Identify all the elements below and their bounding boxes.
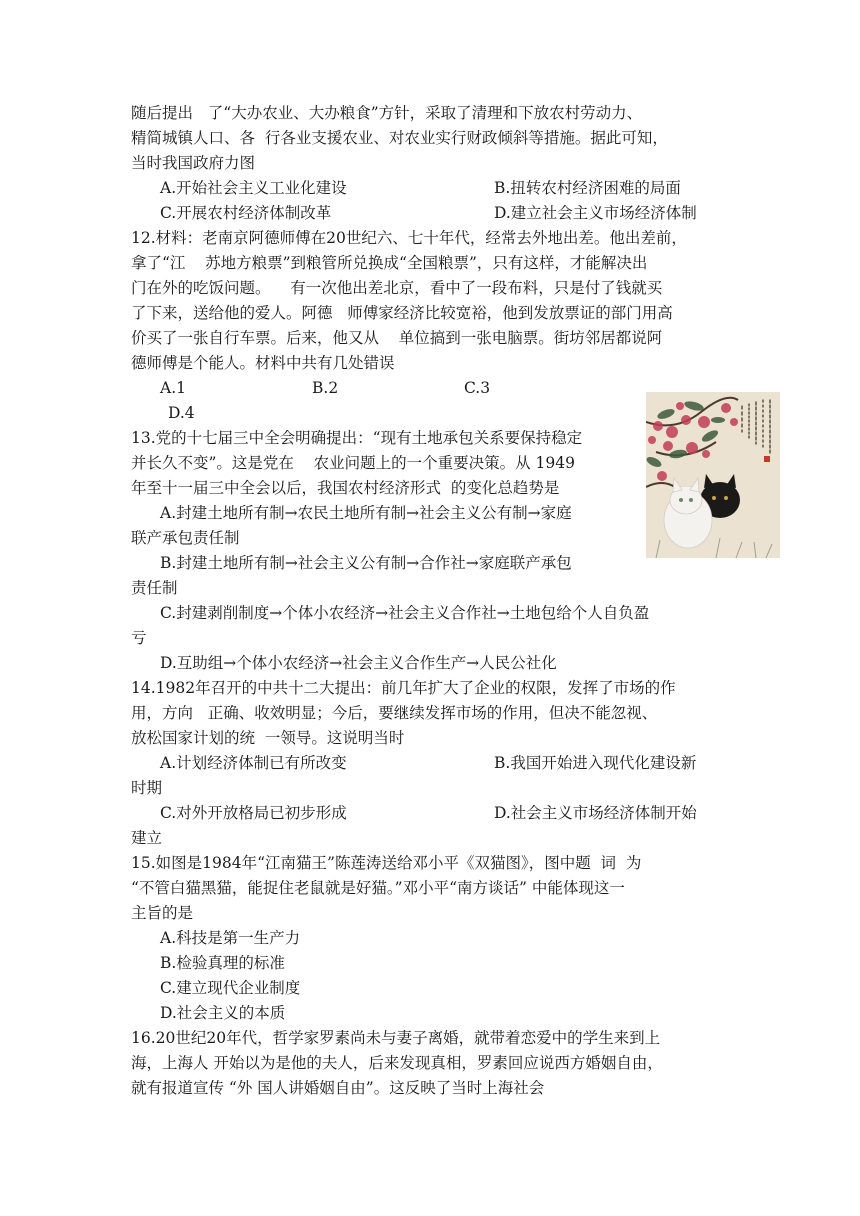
q13-option-c-wrap: 亏 xyxy=(131,629,147,647)
q12-option-b: B.2 xyxy=(312,379,339,397)
q12-stem-line-3: 门在外的吃饭问题。 有一次他出差北京，看中了一段布料，只是付了钱就买 xyxy=(131,279,663,297)
q15-option-c: C.建立现代企业制度 xyxy=(160,979,301,997)
q11-option-a: A.开始社会主义工业化建设 xyxy=(160,179,347,197)
q14-option-b-wrap: 时期 xyxy=(131,779,163,797)
q12-stem-line-6: 德师傅是个能人。材料中共有几处错误 xyxy=(131,354,395,372)
q11-stem-line-2: 精简城镇人口、各 行各业支援农业、对农业实行财政倾斜等措施。据此可知， xyxy=(131,129,668,147)
q13-stem-line-1: 13.党的十七届三中全会明确提出：“现有土地承包关系要保持稳定 xyxy=(131,429,583,447)
q13-option-c: C.封建剥削制度→个体小农经济→社会主义合作社→土地包给个人自负盈 xyxy=(160,604,650,622)
q15-stem-line-1: 15.如图是1984年“江南猫王”陈莲涛送给邓小平《双猫图》，图中题 词 为 xyxy=(131,854,642,872)
q14-stem-line-3: 放松国家计划的统 一领导。这说明当时 xyxy=(131,729,405,747)
q13-option-a: A.封建土地所有制→农民土地所有制→社会主义公有制→家庭 xyxy=(160,504,572,522)
q13-option-d: D.互助组→个体小农经济→社会主义合作生产→人民公社化 xyxy=(160,654,557,672)
q11-stem-line-1: 随后提出 了“大办农业、大办粮食”方针，采取了清理和下放农村劳动力、 xyxy=(131,104,643,122)
q12-stem-line-1: 12.材料：老南京阿德师傅在20世纪六、七十年代，经常去外地出差。他出差前， xyxy=(131,229,687,247)
q11-option-c: C.开展农村经济体制改革 xyxy=(160,204,332,222)
q12-stem-line-2: 拿了“江 苏地方粮票”到粮管所兑换成“全国粮票”，只有这样，才能解决出 xyxy=(131,254,648,272)
q14-stem-line-2: 用，方向 正确、收效明显；今后，要继续发挥市场的作用，但决不能忽视、 xyxy=(131,704,658,722)
double-cat-painting xyxy=(646,392,780,558)
q14-option-b: B.我国开始进入现代化建设新 xyxy=(494,754,697,772)
q12-option-d: D.4 xyxy=(168,404,195,422)
q12-option-c: C.3 xyxy=(464,379,491,397)
q11-option-b: B.扭转农村经济困难的局面 xyxy=(494,179,681,197)
q16-stem-line-2: 海，上海人 开始以为是他的夫人，后来发现真相，罗素回应说西方婚姻自由， xyxy=(131,1054,663,1072)
q12-stem-line-5: 价买了一张自行车票。后来，他又从 单位搞到一张电脑票。街坊邻居都说阿 xyxy=(131,329,663,347)
q11-stem-line-3: 当时我国政府力图 xyxy=(131,154,256,172)
q15-stem-line-2: “不管白猫黑猫，能捉住老鼠就是好猫。”邓小平“南方谈话” 中能体现这一 xyxy=(131,879,625,897)
q12-option-a: A.1 xyxy=(160,379,186,397)
q11-option-d: D.建立社会主义市场经济体制 xyxy=(494,204,697,222)
q15-option-a: A.科技是第一生产力 xyxy=(160,929,301,947)
q13-option-b: B.封建土地所有制→社会主义公有制→合作社→家庭联产承包 xyxy=(160,554,572,572)
q14-option-d: D.社会主义市场经济体制开始 xyxy=(494,804,697,822)
q13-stem-line-2: 并长久不变”。这是党在 农业问题上的一个重要决策。从 1949 xyxy=(131,454,576,472)
q16-stem-line-1: 16.20世纪20年代，哲学家罗素尚未与妻子离婚，就带着恋爱中的学生来到上 xyxy=(131,1029,661,1047)
q13-option-a-wrap: 联产承包责任制 xyxy=(131,529,240,547)
q16-stem-line-3: 就有报道宣传 “外 国人讲婚姻自由”。这反映了当时上海社会 xyxy=(131,1079,545,1097)
q15-option-b: B.检验真理的标准 xyxy=(160,954,285,972)
q13-option-b-wrap: 责任制 xyxy=(131,579,178,597)
q13-stem-line-3: 年至十一届三中全会以后，我国农村经济形式 的变化总趋势是 xyxy=(131,479,560,497)
q14-option-d-wrap: 建立 xyxy=(131,829,163,847)
q14-option-c: C.对外开放格局已初步形成 xyxy=(160,804,347,822)
q14-option-a: A.计划经济体制已有所改变 xyxy=(160,754,347,772)
q15-stem-line-3: 主旨的是 xyxy=(131,904,194,922)
q12-stem-line-4: 了下来，送给他的爱人。阿德 师傅家经济比较宽裕，他到发放票证的部门用高 xyxy=(131,304,673,322)
q15-option-d: D.社会主义的本质 xyxy=(160,1004,286,1022)
q14-stem-line-1: 14.1982年召开的中共十二大提出：前几年扩大了企业的权限，发挥了市场的作 xyxy=(131,679,676,697)
